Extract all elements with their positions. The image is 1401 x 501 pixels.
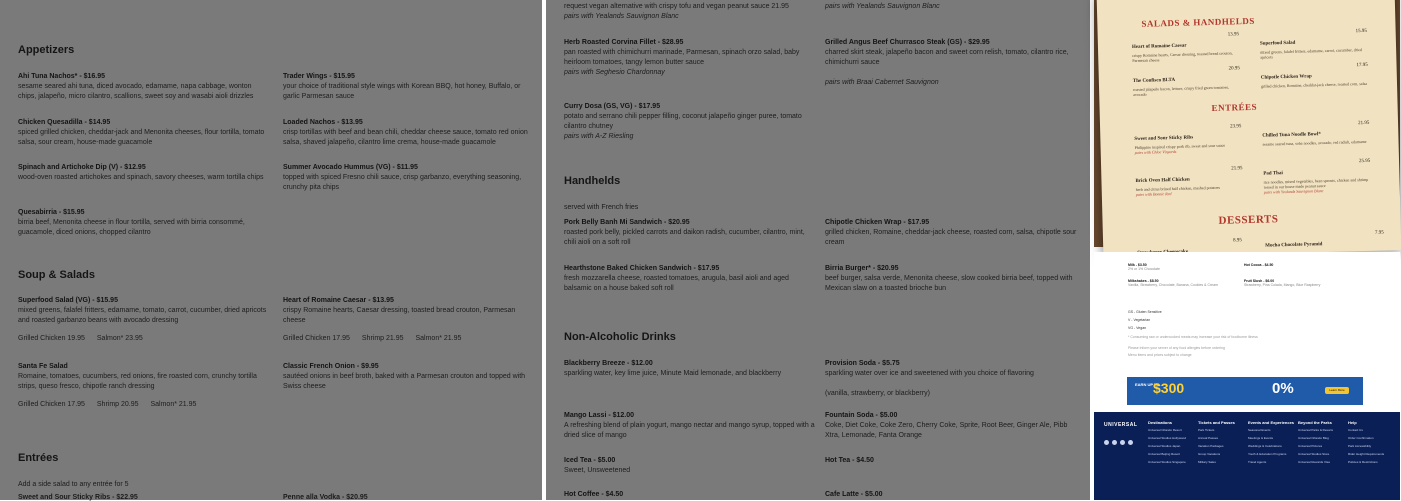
- item-name: Hearthstone Baked Chicken Sandwich - $17.95: [564, 265, 720, 272]
- item-name: Curry Dosa (GS, VG) - $17.95: [564, 103, 661, 110]
- photo-item-desc: grilled chicken, Romaine, cheddar-jack cheese, roasted corn, salsa: [1260, 80, 1368, 89]
- item-name: Herb Roasted Corvina Fillet - $28.95: [564, 39, 684, 46]
- item-desc: spiced grilled chicken, cheddar-jack and Menonita cheeses, flour tortilla, tomato salsa, sour cream, house-made guacamole: [18, 129, 265, 146]
- banner-rate: 0%: [1272, 380, 1294, 397]
- item-pairing: pairs with Braai Cabernet Sauvignon: [825, 79, 939, 86]
- menu-item: [564, 264, 816, 294]
- footer-link[interactable]: Rider Height Requirements: [1348, 452, 1385, 456]
- item-name: Chipotle Chicken Wrap - $17.95: [825, 219, 930, 226]
- photo-item: [1265, 230, 1384, 252]
- item-desc: potato and serrano chili pepper filling, coconut jalapeño ginger puree, tomato cilantro chutney: [564, 113, 802, 130]
- photo-item-name: The Confisco BLTA: [1132, 77, 1176, 85]
- item-option: Salmon* 23.95: [96, 335, 143, 342]
- site-disclaimer: Menu items and prices subject to change: [1128, 353, 1192, 357]
- photo-item-name: Chilled Tuna Noodle Bowl*: [1262, 132, 1321, 139]
- photo-item-desc: mixed greens, falafel fritters, edamame, carrot, cucumber, dried apricots: [1260, 47, 1362, 60]
- menu-item: [564, 218, 816, 248]
- photo-item: [1133, 66, 1244, 97]
- item-name: Trader Wings - $15.95: [283, 73, 355, 80]
- item-name-cut: Penne alla Vodka - $20.95: [283, 494, 368, 501]
- item-desc: Romaine, tomatoes, cucumbers, red onions, fire roasted corn, crunchy tortilla strips, queso fresco, chipotle ranch dressing: [18, 373, 257, 390]
- site-menu-item: Hot Cocoa - $4.50: [1244, 263, 1274, 267]
- site-menu-desc: Strawberry, Pina Colada, Mango, Blue Raspberry: [1244, 283, 1321, 287]
- handhelds-note: served with French fries: [564, 204, 639, 211]
- item-desc: topped with spiced Fresno chili sauce, crisp garbanzo, everything seasoning, crunchy pita chips: [283, 174, 522, 191]
- photo-item-name: Chipotle Chicken Wrap: [1260, 74, 1312, 81]
- footer-link[interactable]: Order Confirmation: [1348, 436, 1374, 440]
- menu-item: [825, 218, 1077, 248]
- menu-item: [825, 456, 1077, 466]
- item-desc: Coke, Diet Coke, Coke Zero, Cherry Coke, Sprite, Root Beer, Ginger Ale, Pibb Xtra, Lemonade, Fanta Orange: [825, 422, 1068, 439]
- item-name-cut: Sweet and Sour Sticky Ribs - $22.95: [18, 494, 138, 501]
- footer-link[interactable]: Universal Rewards Visa: [1298, 460, 1330, 464]
- item-name: Birria Burger* - $20.95: [825, 265, 899, 272]
- item-desc: fresh mozzarella cheese, roasted tomatoes, arugula, basil aioli and aged balsamic on a house baked soft roll: [564, 275, 789, 292]
- item-desc: charred skirt steak, jalapeño bacon and sweet corn relish, tomato, cilantro rice, chimichurri sauce: [825, 49, 1069, 66]
- menu-item: [564, 359, 816, 379]
- photo-item-price: 17.95: [1356, 62, 1368, 69]
- menu-item: [283, 118, 535, 148]
- item-desc: sparkling water over ice and sweetened with you choice of flavoring: [825, 370, 1034, 377]
- item-desc: birria beef, Menonita cheese in flour tortilla, served with birria consommé, guacamole, diced onions, chopped cilantro: [18, 219, 245, 236]
- site-legend: VG - Vegan: [1128, 326, 1147, 330]
- item-desc-fragment: request vegan alternative with crispy tofu and vegan peanut sauce 21.95: [564, 3, 789, 10]
- footer-link[interactable]: Weddings & Celebrations: [1248, 444, 1282, 448]
- footer-col-heading: Destinations: [1148, 420, 1173, 425]
- footer-link[interactable]: Park Accessibility: [1348, 444, 1372, 448]
- footer-link[interactable]: Policies & Restrictions: [1348, 460, 1378, 464]
- menu-item: [825, 490, 1077, 500]
- item-desc: pan roasted with chimichurri marinade, Parmesan, spinach orzo salad, baby heirloom tomatoes, tangy lemon butter sauce: [564, 49, 800, 66]
- photo-item: [1135, 166, 1246, 197]
- photo-item-pairing: pairs with Chloe Vinyards: [1134, 148, 1177, 156]
- item-desc: A refreshing blend of plain yogurt, mango nectar and mango syrup, topped with a dried slice of mango: [564, 422, 815, 439]
- photo-item-desc: crispy Romaine hearts, Caesar dressing, toasted bread crouton, Parmesan cheese: [1132, 50, 1233, 64]
- photo-item-price: 8.95: [1233, 238, 1242, 244]
- photo-desserts-heading: DESSERTS: [1218, 213, 1279, 227]
- item-name: Iced Tea - $5.00: [564, 457, 616, 464]
- item-name: Blackberry Breeze - $12.00: [564, 360, 653, 367]
- item-name: Summer Avocado Hummus (VG) - $11.95: [283, 164, 418, 171]
- banner-learn-more-button[interactable]: Learn More: [1325, 387, 1349, 394]
- menu-item: [825, 359, 1077, 399]
- menu-item: [564, 456, 816, 476]
- photo-item-price: 7.95: [1374, 230, 1384, 236]
- site-menu-item: Fruit Slush - $6.00: [1244, 279, 1275, 283]
- footer-link[interactable]: Contact Us: [1348, 428, 1363, 432]
- item-name: Loaded Nachos - $13.95: [283, 119, 363, 126]
- item-name: Fountain Soda - $5.00: [825, 412, 898, 419]
- site-legend: V - Vegetarian: [1128, 318, 1151, 322]
- item-name: Pork Belly Banh Mi Sandwich - $20.95: [564, 219, 690, 226]
- footer-link[interactable]: Universal Studios Store: [1298, 452, 1330, 456]
- menu-item: [283, 296, 535, 344]
- item-name: Hot Tea - $4.50: [825, 457, 874, 464]
- footer-col-heading: Help: [1348, 420, 1357, 425]
- site-disclaimer: * Consuming raw or undercooked meats may increase your risk of foodborne illness: [1128, 335, 1258, 339]
- menu-panel-middle: [546, 0, 1090, 500]
- photo-item-name: Brick Oven Half Chicken: [1135, 177, 1190, 184]
- item-desc: your choice of traditional style wings with Korean BBQ, hot honey, Buffalo, or garlic Parmesan sauce: [283, 83, 521, 100]
- item-desc: mixed greens, falafel fritters, edamame, tomato, carrot, cucumber, dried apricots and roasted garbanzo beans with avocado dressing: [18, 307, 267, 324]
- item-options: [283, 334, 535, 344]
- menu-item: [18, 72, 270, 102]
- instagram-icon[interactable]: [1112, 440, 1117, 445]
- menu-item: [283, 362, 535, 392]
- menu-item: [283, 72, 535, 102]
- photo-item: [1134, 124, 1245, 155]
- site-legend: GS - Gluten Sensitive: [1128, 310, 1162, 314]
- photo-item: [1263, 159, 1374, 195]
- item-name: Santa Fe Salad: [18, 363, 68, 370]
- section-drinks-title: Non-Alcoholic Drinks: [564, 331, 676, 343]
- photo-item: [1261, 63, 1372, 89]
- item-option: Grilled Chicken 17.95: [283, 335, 350, 342]
- footer-link[interactable]: Park Tickets: [1198, 428, 1215, 432]
- item-option: Shrimp 20.95: [96, 401, 139, 408]
- footer-link[interactable]: Universal Studios Singapore: [1148, 460, 1186, 464]
- site-disclaimer: Please inform your server of any food allergies before ordering: [1128, 346, 1225, 350]
- item-option: Salmon* 21.95: [150, 401, 197, 408]
- item-option: Shrimp 21.95: [361, 335, 404, 342]
- x-icon[interactable]: [1120, 440, 1125, 445]
- photo-item-price: 20.95: [1228, 66, 1240, 72]
- site-menu-desc: Vanilla, Strawberry, Chocolate, Banana, Cookies & Cream: [1128, 283, 1218, 287]
- footer-link[interactable]: Youth & Education Programs: [1248, 452, 1287, 456]
- footer-link[interactable]: Universal Orlando Blog: [1298, 436, 1329, 440]
- universal-logo[interactable]: UNIVERSAL: [1104, 422, 1138, 428]
- item-options: [18, 334, 270, 344]
- menu-item: [18, 208, 270, 238]
- footer-link[interactable]: Seasonal Events: [1248, 428, 1271, 432]
- menu-item: [18, 163, 270, 183]
- item-desc: wood-oven roasted artichokes and spinach, savory cheeses, warm tortilla chips: [18, 174, 264, 181]
- item-desc: Sweet, Unsweetened: [564, 467, 631, 474]
- menu-item: [825, 264, 1077, 294]
- footer-link[interactable]: Universal Parks & Resorts: [1298, 428, 1334, 432]
- photo-item: [1262, 121, 1373, 147]
- menu-item: [564, 38, 816, 78]
- photo-item-price: 25.95: [1358, 158, 1371, 165]
- promo-banner[interactable]: [1127, 377, 1363, 405]
- item-name: Mango Lassi - $12.00: [564, 412, 635, 419]
- item-name: Hot Coffee - $4.50: [564, 491, 624, 498]
- facebook-icon[interactable]: [1104, 440, 1109, 445]
- item-name: Quesabirria - $15.95: [18, 209, 85, 216]
- banner-amount: $300: [1153, 380, 1185, 396]
- menu-item: [18, 296, 270, 344]
- footer-col-heading: Tickets and Passes: [1198, 420, 1235, 425]
- item-name: Classic French Onion - $9.95: [283, 363, 379, 370]
- footer-col-heading: Beyond the Parks: [1298, 420, 1332, 425]
- photo-item-price: 21.95: [1357, 120, 1370, 127]
- photo-item-price: 21.95: [1231, 166, 1243, 172]
- item-desc: sesame seared ahi tuna, diced avocado, edamame, napa cabbage, wonton chips, jalapeño, micro cilantro, scallions, sweet soy and wasabi aioli drizzles: [18, 83, 254, 100]
- section-entrees-title: Entrées: [18, 452, 59, 464]
- item-name: Chicken Quesadilla - $14.95: [18, 119, 111, 126]
- item-pairing: pairs with A-Z Riesling: [564, 133, 634, 140]
- site-menu-item: Milkshakes - $8.50: [1128, 279, 1159, 283]
- menu-panel-left: [0, 0, 542, 500]
- photo-item: [1132, 32, 1243, 63]
- footer-link[interactable]: Annual Passes: [1198, 436, 1219, 440]
- item-desc: crisp tortillas with beef and bean chili, cheddar cheese sauce, tomato red onion salsa, shaved jalapeño, cilantro lime crema, house-made guacamole: [283, 129, 528, 146]
- item-desc: sautéed onions in beef broth, baked with a Parmesan crouton and topped with Swiss cheese: [283, 373, 526, 390]
- photo-item-desc: sesame seared tuna, soba noodles, avocado, red radish, edamame: [1262, 138, 1367, 147]
- item-options: [18, 400, 270, 410]
- menu-item: [825, 411, 1077, 441]
- item-desc: grilled chicken, Romaine, cheddar-jack cheese, roasted corn, salsa, chipotle sour cream: [825, 229, 1077, 246]
- site-footer: [1094, 412, 1400, 500]
- item-pairing: pairs with Yealands Sauvignon Blanc: [825, 3, 940, 10]
- item-desc: sparkling water, key lime juice, Minute Maid lemonade, and blackberry: [564, 370, 782, 377]
- menu-item: [18, 118, 270, 148]
- footer-link[interactable]: Universal Beijing Resort: [1148, 452, 1181, 456]
- footer-col-heading: Events and Experiences: [1248, 420, 1295, 425]
- photo-item-desc: Philippine inspired crispy pork rib, sweet and sour sauce: [1134, 142, 1226, 151]
- menu-item: [564, 490, 816, 500]
- item-name: Spinach and Artichoke Dip (V) - $12.95: [18, 164, 146, 171]
- item-desc-extra: (vanilla, strawberry, or blackberry): [825, 390, 930, 397]
- entrees-note: Add a side salad to any entrée for 5: [18, 481, 129, 488]
- item-option: Salmon* 21.95: [415, 335, 462, 342]
- menu-paper: [1097, 0, 1401, 258]
- menu-item: [283, 163, 535, 193]
- menu-item: [825, 38, 1077, 88]
- photo-item-price: 13.95: [1227, 32, 1240, 38]
- item-option: Grilled Chicken 17.95: [18, 401, 85, 408]
- footer-link[interactable]: Universal Pictures: [1298, 444, 1323, 448]
- item-pairing: pairs with Yealands Sauvignon Blanc: [564, 13, 679, 20]
- site-menu-desc: 2% or 1% Chocolate: [1128, 267, 1160, 271]
- item-desc: roasted pork belly, pickled carrots and daikon radish, cucumber, cilantro, mint, chili aioli on a soft roll: [564, 229, 805, 246]
- item-name: Heart of Romaine Caesar - $13.95: [283, 297, 394, 304]
- footer-link[interactable]: Universal Studios Japan: [1148, 444, 1181, 448]
- footer-link[interactable]: Meetings & Events: [1248, 436, 1274, 440]
- photo-item-pairing: pairs with Bonnie Red: [1135, 191, 1172, 197]
- photo-item-price: 23.95: [1230, 124, 1242, 130]
- banner-earn-text: EARN UP TO: [1135, 382, 1160, 387]
- menu-photo: [1094, 0, 1400, 247]
- photo-entrees-heading: ENTRÉES: [1211, 101, 1258, 113]
- photo-item-desc: herb and citrus brined half chicken, mashed potatoes: [1135, 184, 1220, 192]
- menu-item: [564, 411, 816, 441]
- item-name: Provision Soda - $5.75: [825, 360, 900, 367]
- website-thumbnail: [1094, 252, 1400, 500]
- photo-item-pairing: pairs with Yealands Sauvignon Blanc: [1263, 188, 1324, 195]
- photo-item-name: Pad Thai: [1263, 171, 1283, 177]
- item-name: Superfood Salad (VG) - $15.95: [18, 297, 118, 304]
- footer-link[interactable]: Group Vacations: [1198, 452, 1221, 456]
- photo-item-name: Superfood Salad: [1259, 40, 1296, 47]
- item-desc: crispy Romaine hearts, Caesar dressing, toasted bread crouton, Parmesan cheese: [283, 307, 516, 324]
- site-menu-item: Milk - $3.50: [1128, 263, 1147, 267]
- menu-item: [18, 362, 270, 410]
- tiktok-icon[interactable]: [1128, 440, 1133, 445]
- item-name: Ahi Tuna Nachos* - $16.95: [18, 73, 106, 80]
- photo-item-price: 15.95: [1355, 28, 1367, 35]
- item-name: Cafe Latte - $5.00: [825, 491, 883, 498]
- footer-link[interactable]: Military Sales: [1198, 460, 1216, 464]
- footer-link[interactable]: Universal Studios Hollywood: [1148, 436, 1187, 440]
- item-name: Grilled Angus Beef Churrasco Steak (GS) - $29.95: [825, 39, 990, 46]
- footer-link[interactable]: Travel Agents: [1248, 460, 1267, 464]
- photo-item-desc: roasted jalapeño bacon, lettuce, crispy fried green tomatoes, avocado: [1133, 84, 1230, 98]
- footer-link[interactable]: Universal Orlando Resort: [1148, 428, 1182, 432]
- footer-link[interactable]: Vacation Packages: [1198, 444, 1224, 448]
- photo-item-name: Heart of Romaine Caesar: [1131, 43, 1187, 51]
- section-appetizers-title: Appetizers: [18, 44, 75, 56]
- photo-item: [1260, 29, 1371, 60]
- section-soups-title: Soup & Salads: [18, 269, 96, 281]
- item-option: Grilled Chicken 19.95: [18, 335, 85, 342]
- section-handhelds-title: Handhelds: [564, 175, 621, 187]
- photo-item-name: Mocha Chocolate Pyramid: [1265, 242, 1323, 249]
- item-desc: beef burger, salsa verde, Menonita cheese, slow cooked birria beef, topped with Mexican slaw on a toasted brioche bun: [825, 275, 1073, 292]
- menu-item: [564, 102, 816, 142]
- item-pairing: pairs with Seghesio Chardonnay: [564, 69, 665, 76]
- photo-item-desc: rice noodles, mixed vegetables, bean sprouts, chicken and shrimp tossed in our house made peanut sauce: [1263, 176, 1369, 190]
- photo-salads-heading: SALADS & HANDHELDS: [1141, 15, 1255, 29]
- photo-item-name: Sweet and Sour Sticky Ribs: [1134, 135, 1194, 143]
